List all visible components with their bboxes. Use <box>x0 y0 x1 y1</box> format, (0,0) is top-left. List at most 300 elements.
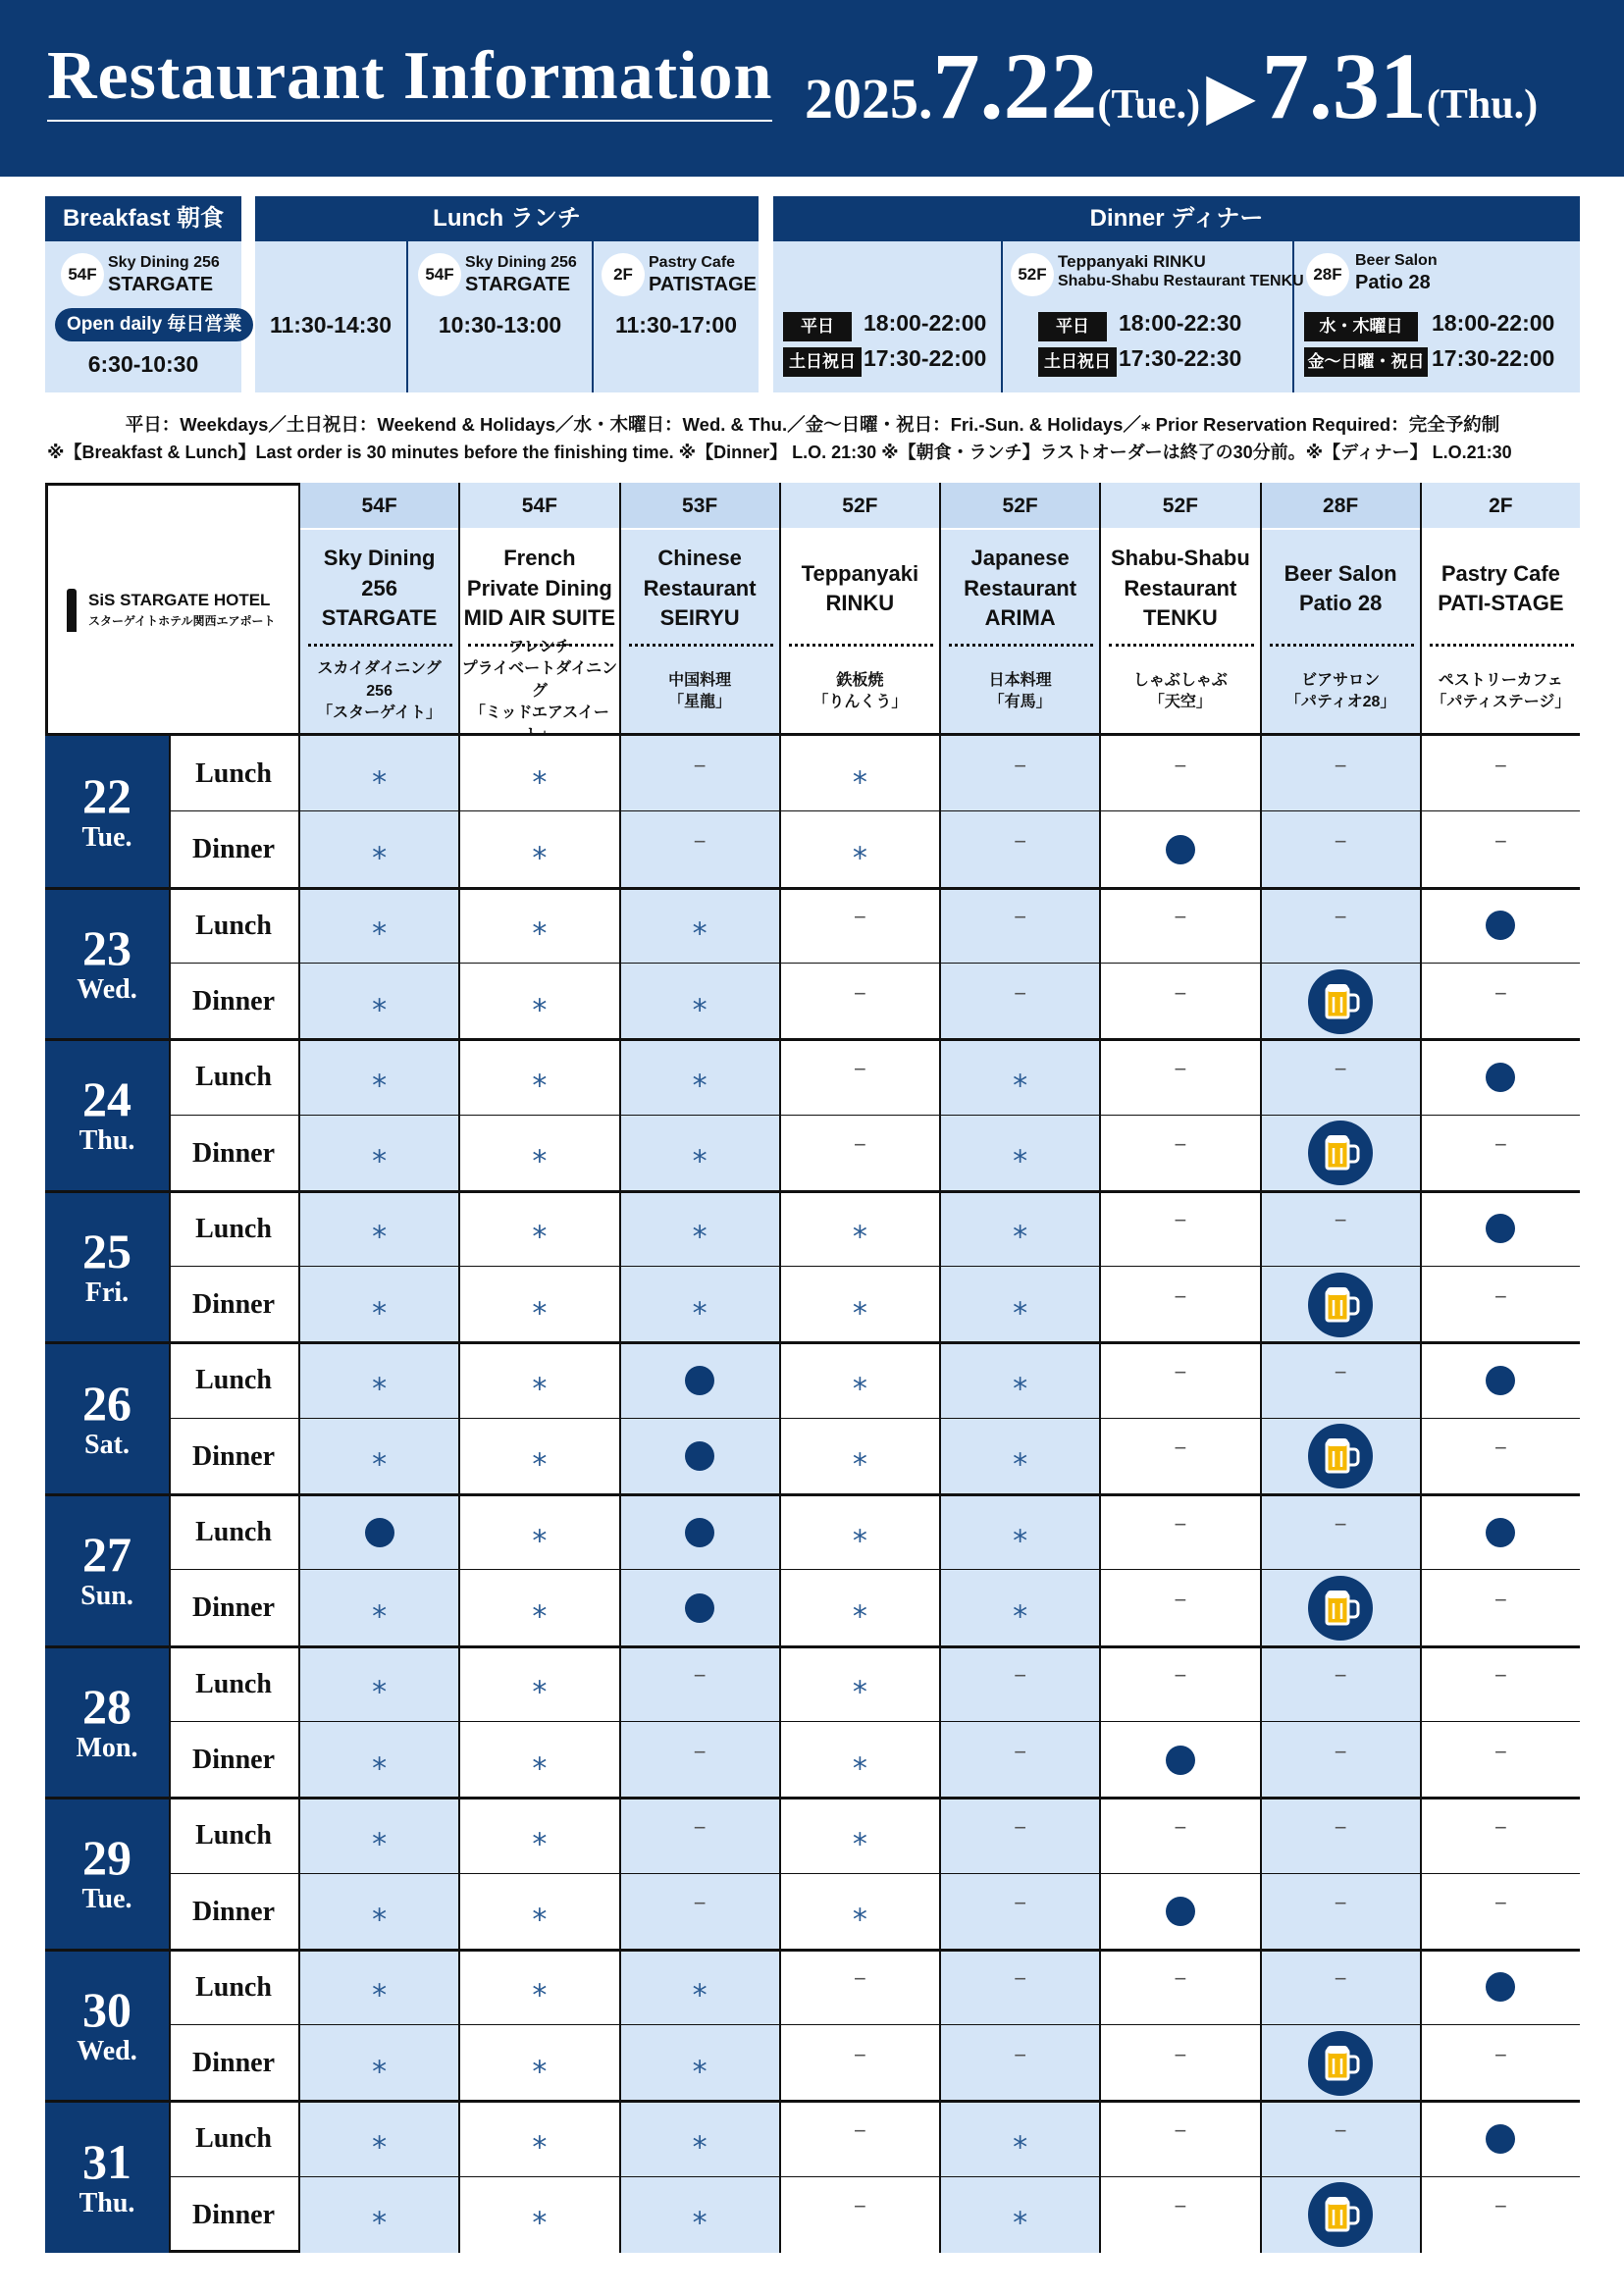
status-cell <box>1099 1116 1259 1191</box>
reservation-asterisk-icon: ⁎ <box>372 909 388 942</box>
meal-column-divider <box>169 736 171 2253</box>
status-cell <box>1099 1570 1259 1645</box>
closed-dash-icon: − <box>1493 2194 1507 2219</box>
status-cell <box>458 2101 618 2176</box>
date-number: 23 <box>82 919 131 975</box>
reservation-asterisk-icon: ⁎ <box>532 1667 548 1700</box>
status-cell <box>779 1646 939 1722</box>
reservation-asterisk-icon: ⁎ <box>372 756 388 790</box>
status-cell <box>619 964 779 1039</box>
status-cell <box>779 1722 939 1798</box>
day-of-week: Fri. <box>84 1278 130 1309</box>
status-cell <box>1099 2177 1259 2253</box>
column-jp-line: プライベートダイニング <box>461 660 618 700</box>
reservation-asterisk-icon: ⁎ <box>372 1743 388 1776</box>
column-floor: 52F <box>781 483 939 530</box>
restaurant-name-small: Sky Dining 256 <box>465 254 577 271</box>
closed-dash-icon: − <box>1334 1814 1347 1840</box>
reservation-asterisk-icon: ⁎ <box>852 1439 867 1473</box>
closed-dash-icon: − <box>1493 1283 1507 1309</box>
status-cell <box>779 1950 939 2025</box>
reservation-asterisk-icon: ⁎ <box>532 2198 548 2231</box>
status-cell <box>1420 2177 1580 2253</box>
weekend-tag: 土日祝日 <box>1038 347 1117 377</box>
open-dot-icon <box>685 1366 714 1395</box>
date-number: 28 <box>82 1678 131 1734</box>
closed-dash-icon: − <box>693 1739 707 1764</box>
status-cell <box>619 1342 779 1418</box>
reservation-asterisk-icon: ⁎ <box>692 1136 707 1170</box>
reservation-asterisk-icon: ⁎ <box>852 832 867 865</box>
column-name <box>1101 536 1259 642</box>
column-name-line: Sky Dining <box>323 546 436 571</box>
status-cell <box>458 1798 618 1873</box>
status-cell <box>298 964 458 1039</box>
column-name-line: Japanese <box>970 546 1070 571</box>
status-cell <box>779 1798 939 1873</box>
open-dot-icon <box>1486 1063 1515 1092</box>
closed-dash-icon: − <box>693 1891 707 1916</box>
status-cell <box>1260 1646 1420 1722</box>
floor-badge: 28F <box>1306 253 1349 296</box>
reservation-asterisk-icon: ⁎ <box>692 2198 707 2231</box>
meal-label: Lunch <box>195 758 272 789</box>
closed-dash-icon: − <box>1334 1208 1347 1233</box>
status-cell <box>1260 1116 1420 1191</box>
column-jp-line: 「スターゲイト」 <box>317 704 443 722</box>
date-number: 24 <box>82 1071 131 1127</box>
meal-label: Dinner <box>192 1289 275 1321</box>
closed-dash-icon: − <box>1014 2042 1027 2067</box>
status-cell <box>1260 1874 1420 1950</box>
column-name-jp <box>300 652 458 732</box>
status-cell <box>619 2177 779 2253</box>
dotted-divider <box>1109 644 1253 647</box>
date-number: 29 <box>82 1830 131 1886</box>
page-title: Restaurant Information <box>47 37 772 122</box>
reservation-asterisk-icon: ⁎ <box>532 1895 548 1928</box>
status-cell <box>1099 1646 1259 1722</box>
reservation-asterisk-icon: ⁎ <box>852 1667 867 1700</box>
column-name-line: ARIMA <box>984 605 1056 631</box>
status-cell <box>1099 736 1259 811</box>
day-divider <box>45 1190 1580 1193</box>
status-cell <box>1260 2101 1420 2176</box>
status-cell <box>939 2025 1099 2101</box>
status-cell <box>779 1874 939 1950</box>
restaurant-name-main: PATISTAGE <box>649 274 757 295</box>
reservation-asterisk-icon: ⁎ <box>1013 2122 1028 2156</box>
status-cell <box>1260 2025 1420 2101</box>
closed-dash-icon: − <box>1493 980 1507 1006</box>
status-cell <box>458 1039 618 1115</box>
legend-note: 平日：Weekdays／土日祝日：Weekend & Holidays／水・木曜日：Wed. & Thu.／金〜日曜・祝日：Fri.-Sun. & Holidays／⁎ Prior Reservation Required：完全予約制 <box>125 414 1500 435</box>
status-cell <box>298 1722 458 1798</box>
status-cell <box>1420 2025 1580 2101</box>
reservation-asterisk-icon: ⁎ <box>372 2122 388 2156</box>
reservation-asterisk-icon: ⁎ <box>1013 1212 1028 1245</box>
date-number: 26 <box>82 1375 131 1431</box>
restaurant-name <box>465 253 577 297</box>
beer-mug-icon <box>1308 969 1373 1034</box>
column-name-jp <box>1262 652 1420 732</box>
status-cell <box>1099 1494 1259 1570</box>
status-cell <box>619 1950 779 2025</box>
header-banner <box>0 0 1624 177</box>
breakfast-box <box>45 196 241 392</box>
column-header <box>939 483 1099 736</box>
status-cell <box>1260 1950 1420 2025</box>
dinner-time: 18:00-22:00 <box>864 310 987 336</box>
reservation-asterisk-icon: ⁎ <box>1013 1515 1028 1548</box>
column-name-jp <box>941 652 1099 732</box>
column-name-line: Restaurant <box>964 575 1077 600</box>
status-cell <box>1420 1191 1580 1267</box>
status-cell <box>939 1116 1099 1191</box>
status-cell <box>298 2177 458 2253</box>
column-jp-line: 「有馬」 <box>988 694 1052 710</box>
closed-dash-icon: − <box>1493 1739 1507 1764</box>
restaurant-name <box>108 253 220 297</box>
status-cell <box>619 1798 779 1873</box>
status-cell <box>619 1722 779 1798</box>
status-cell <box>939 1342 1099 1418</box>
closed-dash-icon: − <box>853 2042 866 2067</box>
meal-label: Dinner <box>192 2199 275 2230</box>
column-jp-line: 鉄板焼 <box>836 671 884 689</box>
column-name <box>1262 536 1420 642</box>
status-cell <box>1099 1722 1259 1798</box>
meal-label: Dinner <box>192 1137 275 1169</box>
status-cell <box>939 2101 1099 2176</box>
status-cell <box>779 1267 939 1342</box>
column-header <box>619 483 779 736</box>
status-cell <box>619 736 779 811</box>
closed-dash-icon: − <box>1334 1891 1347 1916</box>
reservation-asterisk-icon: ⁎ <box>372 1136 388 1170</box>
closed-dash-icon: − <box>1334 1966 1347 1992</box>
status-cell <box>458 1342 618 1418</box>
closed-dash-icon: − <box>1014 828 1027 854</box>
reservation-asterisk-icon: ⁎ <box>532 1136 548 1170</box>
status-cell <box>619 1874 779 1950</box>
status-cell <box>779 1494 939 1570</box>
meal-label: Lunch <box>195 1971 272 2003</box>
status-cell <box>1420 811 1580 887</box>
closed-dash-icon: − <box>1174 980 1187 1006</box>
status-cell <box>1420 1798 1580 1873</box>
status-cell <box>619 1116 779 1191</box>
day-divider <box>45 1341 1580 1344</box>
date-cell <box>45 1342 169 1494</box>
status-cell <box>458 1722 618 1798</box>
day-of-week: Wed. <box>77 973 137 1005</box>
closed-dash-icon: − <box>1014 980 1027 1006</box>
day-of-week: Sun. <box>80 1581 133 1612</box>
column-name-line: Restaurant <box>1124 575 1237 600</box>
column-jp-line: 「りんくう」 <box>812 694 908 710</box>
reservation-asterisk-icon: ⁎ <box>532 1060 548 1093</box>
status-cell <box>458 964 618 1039</box>
closed-dash-icon: − <box>853 980 866 1006</box>
reservation-asterisk-icon: ⁎ <box>532 1364 548 1397</box>
column-name-line: Beer Salon <box>1283 560 1397 586</box>
closed-dash-icon: − <box>1493 1891 1507 1916</box>
reservation-asterisk-icon: ⁎ <box>372 1439 388 1473</box>
closed-dash-icon: − <box>1493 1814 1507 1840</box>
status-cell <box>1260 736 1420 811</box>
status-cell <box>939 1419 1099 1494</box>
reservation-asterisk-icon: ⁎ <box>532 1591 548 1624</box>
status-cell <box>298 1646 458 1722</box>
status-cell <box>779 2101 939 2176</box>
restaurant-name <box>649 253 757 297</box>
status-cell <box>1099 1342 1259 1418</box>
status-cell <box>1260 2177 1420 2253</box>
date-number: 27 <box>82 1527 131 1583</box>
weekend-tag: 土日祝日 <box>783 347 862 377</box>
reservation-asterisk-icon: ⁎ <box>372 1667 388 1700</box>
closed-dash-icon: − <box>1014 1966 1027 1992</box>
date-cell <box>45 2101 169 2253</box>
open-dot-icon <box>1166 1897 1195 1926</box>
dinner-time: 18:00-22:30 <box>1119 310 1242 336</box>
column-jp-line: しゃぶしゃぶ <box>1132 671 1228 689</box>
beer-mug-icon <box>1308 1576 1373 1641</box>
reservation-asterisk-icon: ⁎ <box>692 984 707 1017</box>
closed-dash-icon: − <box>1014 1814 1027 1840</box>
status-cell <box>298 1950 458 2025</box>
status-cell <box>1260 1570 1420 1645</box>
beer-mug-icon <box>1308 1424 1373 1488</box>
closed-dash-icon: − <box>1174 2194 1187 2219</box>
status-cell <box>1260 1342 1420 1418</box>
column-header <box>1099 483 1259 736</box>
closed-dash-icon: − <box>1493 1663 1507 1689</box>
status-cell <box>298 1419 458 1494</box>
reservation-asterisk-icon: ⁎ <box>372 1591 388 1624</box>
status-cell <box>939 811 1099 887</box>
hotel-name-jp: スターゲイトホテル関西エアポート <box>88 614 276 628</box>
status-cell <box>779 1191 939 1267</box>
reservation-asterisk-icon: ⁎ <box>852 1212 867 1245</box>
meal-label: Dinner <box>192 1744 275 1775</box>
status-cell <box>1260 888 1420 964</box>
status-cell <box>1099 1950 1259 2025</box>
status-cell <box>779 888 939 964</box>
column-jp-line: フレンチ <box>508 639 571 656</box>
beer-mug-icon <box>1308 2182 1373 2247</box>
closed-dash-icon: − <box>1334 828 1347 854</box>
date-cell <box>45 1039 169 1191</box>
status-cell <box>1260 964 1420 1039</box>
meal-label: Lunch <box>195 1820 272 1852</box>
date-cell <box>45 1798 169 1950</box>
status-cell <box>1260 1267 1420 1342</box>
day-of-week: Mon. <box>76 1732 138 1763</box>
closed-dash-icon: − <box>1493 2042 1507 2067</box>
status-cell <box>458 1950 618 2025</box>
status-cell <box>939 736 1099 811</box>
status-cell <box>1099 1191 1259 1267</box>
dinner-time: 17:30-22:00 <box>1432 345 1555 371</box>
status-cell <box>1420 1950 1580 2025</box>
status-cell <box>298 2101 458 2176</box>
reservation-asterisk-icon: ⁎ <box>852 1818 867 1852</box>
restaurant-name-main: STARGATE <box>108 274 214 295</box>
meal-label: Lunch <box>195 1517 272 1547</box>
closed-dash-icon: − <box>1174 1966 1187 1992</box>
column-name-line: RINKU <box>825 591 895 615</box>
status-cell <box>298 1874 458 1950</box>
status-cell <box>779 736 939 811</box>
open-dot-icon <box>1166 1746 1195 1775</box>
status-cell <box>619 1570 779 1645</box>
meal-label: Dinner <box>192 1592 275 1624</box>
status-cell <box>939 888 1099 964</box>
column-header <box>1420 483 1580 736</box>
lunch-section-3 <box>594 241 759 392</box>
reservation-asterisk-icon: ⁎ <box>692 1212 707 1245</box>
reservation-asterisk-icon: ⁎ <box>372 1212 388 1245</box>
column-name-line: TENKU <box>1142 605 1218 631</box>
status-cell <box>298 1267 458 1342</box>
schedule-table <box>45 483 1580 2253</box>
status-cell <box>1260 1798 1420 1873</box>
closed-dash-icon: − <box>693 828 707 854</box>
column-header <box>779 483 939 736</box>
column-header <box>458 483 618 736</box>
dotted-divider <box>1430 644 1574 647</box>
closed-dash-icon: − <box>1174 1132 1187 1158</box>
restaurant-name <box>1058 251 1304 291</box>
status-cell <box>939 1950 1099 2025</box>
reservation-asterisk-icon: ⁎ <box>372 1060 388 1093</box>
status-cell <box>939 1494 1099 1570</box>
open-dot-icon <box>685 1518 714 1547</box>
closed-dash-icon: − <box>1174 1283 1187 1309</box>
lunch-box <box>255 196 759 392</box>
status-cell <box>1099 1419 1259 1494</box>
reservation-asterisk-icon: ⁎ <box>532 984 548 1017</box>
column-name-line: Teppanyaki <box>801 560 919 586</box>
reservation-asterisk-icon: ⁎ <box>372 1895 388 1928</box>
closed-dash-icon: − <box>1334 1739 1347 1764</box>
closed-dash-icon: − <box>1493 828 1507 854</box>
closed-dash-icon: − <box>853 2194 866 2219</box>
status-cell <box>939 2177 1099 2253</box>
closed-dash-icon: − <box>1493 1587 1507 1612</box>
reservation-asterisk-icon: ⁎ <box>852 756 867 790</box>
reservation-asterisk-icon: ⁎ <box>532 1515 548 1548</box>
column-name-line: SEIRYU <box>659 605 740 631</box>
lunch-time: 11:30-17:00 <box>614 312 738 338</box>
open-dot-icon <box>685 1441 714 1471</box>
column-header <box>298 483 458 736</box>
start-day: (Tue.) <box>1097 82 1201 128</box>
status-cell <box>1099 1798 1259 1873</box>
date-range <box>805 27 1538 173</box>
status-cell <box>458 2025 618 2101</box>
status-cell <box>458 1646 618 1722</box>
status-cell <box>1260 1039 1420 1115</box>
status-cell <box>779 2025 939 2101</box>
column-floor: 2F <box>1422 483 1580 530</box>
meal-label: Lunch <box>195 1668 272 1699</box>
status-cell <box>779 1039 939 1115</box>
status-cell <box>619 1646 779 1722</box>
column-floor: 53F <box>621 483 779 530</box>
open-dot-icon <box>1486 1518 1515 1547</box>
status-cell <box>1260 1494 1420 1570</box>
reservation-asterisk-icon: ⁎ <box>372 2046 388 2079</box>
floor-badge: 52F <box>1011 253 1054 296</box>
closed-dash-icon: − <box>853 1966 866 1992</box>
status-cell <box>458 1494 618 1570</box>
hotel-name: SiS STARGATE HOTEL <box>88 591 271 609</box>
closed-dash-icon: − <box>1174 1435 1187 1461</box>
open-dot-icon <box>1486 911 1515 940</box>
reservation-asterisk-icon: ⁎ <box>532 909 548 942</box>
meal-label: Dinner <box>192 985 275 1017</box>
column-name <box>781 536 939 642</box>
floor-badge: 54F <box>418 253 461 296</box>
breakfast-time: 6:30-10:30 <box>87 351 199 377</box>
status-cell <box>939 1798 1099 1873</box>
closed-dash-icon: − <box>1014 1891 1027 1916</box>
dinner-time: 18:00-22:00 <box>1432 310 1555 336</box>
closed-dash-icon: − <box>693 753 707 778</box>
reservation-asterisk-icon: ⁎ <box>852 1895 867 1928</box>
reservation-asterisk-icon: ⁎ <box>852 1591 867 1624</box>
meal-label: Lunch <box>195 2123 272 2155</box>
wed-thu-tag: 水・木曜日 <box>1304 312 1418 341</box>
status-cell <box>619 811 779 887</box>
status-cell <box>1260 1191 1420 1267</box>
reservation-asterisk-icon: ⁎ <box>1013 1439 1028 1473</box>
end-day: (Thu.) <box>1426 82 1539 128</box>
column-name-line: Pastry Cafe <box>1441 560 1560 586</box>
status-cell <box>939 1570 1099 1645</box>
reservation-asterisk-icon: ⁎ <box>852 1287 867 1321</box>
status-cell <box>939 1874 1099 1950</box>
closed-dash-icon: − <box>693 1663 707 1689</box>
restaurant-name-main: Shabu-Shabu Restaurant TENKU <box>1058 273 1304 290</box>
reservation-asterisk-icon: ⁎ <box>852 1743 867 1776</box>
status-cell <box>298 736 458 811</box>
status-cell <box>619 1039 779 1115</box>
reservation-asterisk-icon: ⁎ <box>372 2198 388 2231</box>
closed-dash-icon: − <box>1174 1663 1187 1689</box>
status-cell <box>1099 2025 1259 2101</box>
weekday-tag: 平日 <box>783 312 852 341</box>
meal-label: Lunch <box>195 910 272 941</box>
closed-dash-icon: − <box>1014 1739 1027 1764</box>
closed-dash-icon: − <box>1174 1587 1187 1612</box>
status-cell <box>939 1191 1099 1267</box>
column-name-line: STARGATE <box>321 605 438 631</box>
status-cell <box>1420 964 1580 1039</box>
lunch-time: 11:30-14:30 <box>269 312 393 338</box>
column-name-line: PATI-STAGE <box>1438 591 1564 615</box>
reservation-asterisk-icon: ⁎ <box>852 1515 867 1548</box>
reservation-asterisk-icon: ⁎ <box>1013 1136 1028 1170</box>
status-cell <box>1420 1494 1580 1570</box>
reservation-asterisk-icon: ⁎ <box>372 1970 388 2004</box>
column-name <box>300 536 458 642</box>
column-name-jp <box>621 652 779 732</box>
status-cell <box>458 888 618 964</box>
